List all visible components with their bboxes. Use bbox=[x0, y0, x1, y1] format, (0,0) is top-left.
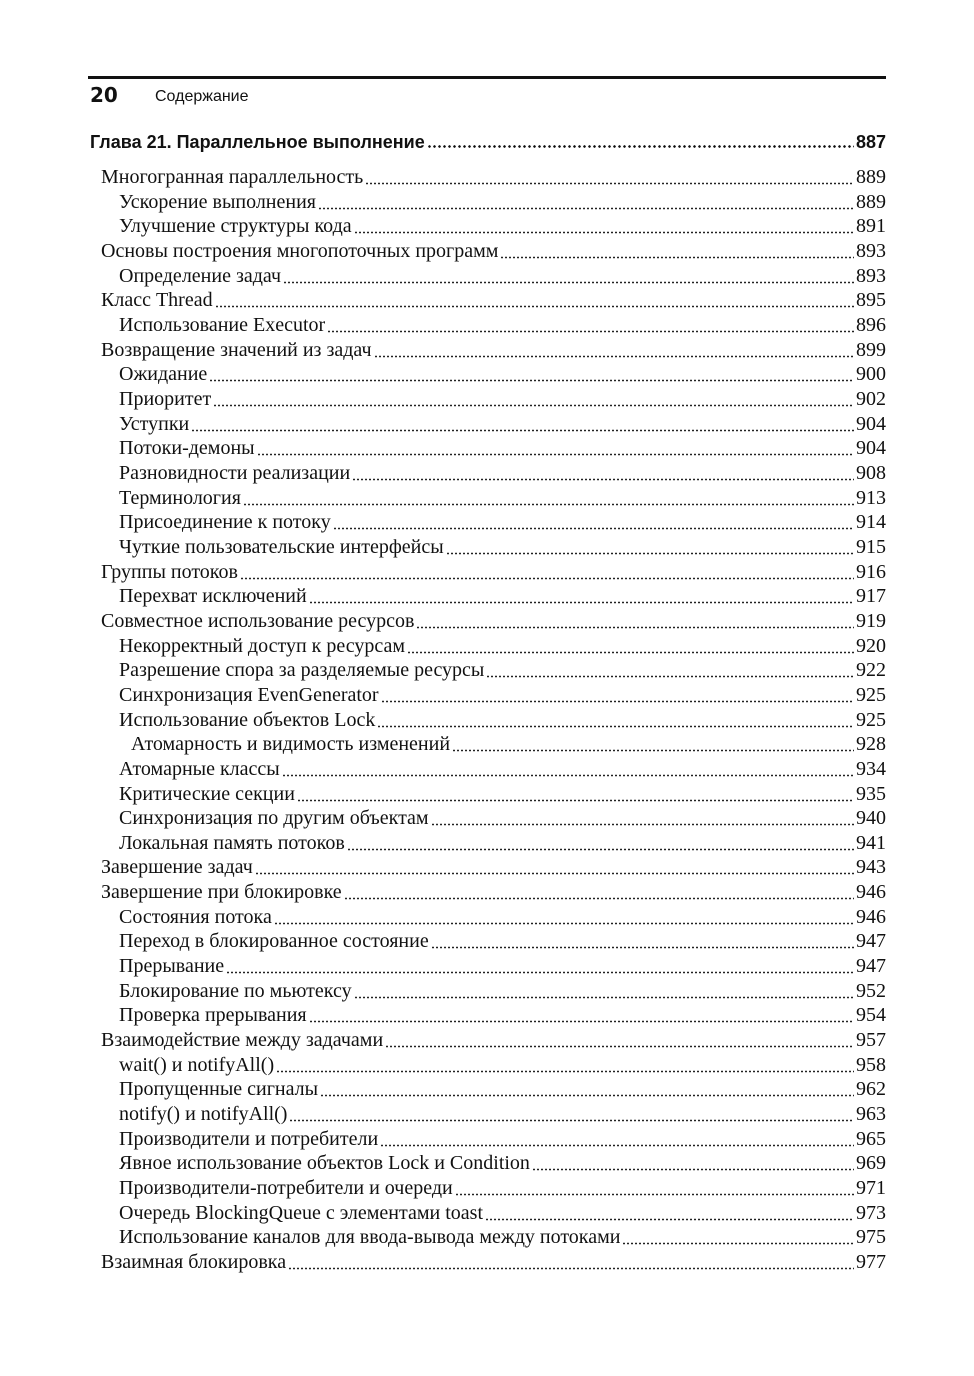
page-number: 20 bbox=[90, 83, 118, 107]
toc-entry-title: Перехват исключений bbox=[119, 585, 307, 608]
toc-entry[interactable] bbox=[119, 709, 886, 733]
toc-entry[interactable] bbox=[119, 314, 886, 338]
dot-leader bbox=[274, 922, 854, 925]
dot-leader bbox=[318, 207, 854, 210]
toc-entry-title: Взаимная блокировка bbox=[101, 1251, 287, 1274]
toc-entry[interactable] bbox=[119, 413, 886, 437]
toc-entry-title: Определение задач bbox=[119, 264, 282, 287]
toc-entry[interactable] bbox=[119, 585, 886, 609]
toc-entry-page: 919 bbox=[856, 609, 886, 632]
toc-entry[interactable] bbox=[119, 758, 886, 782]
toc-entry[interactable] bbox=[101, 166, 886, 190]
dot-leader bbox=[622, 1242, 854, 1245]
toc-entry-title: Производители и потребители bbox=[119, 1127, 379, 1150]
toc-entry-page: 925 bbox=[856, 708, 886, 731]
toc-entry-page: 915 bbox=[856, 535, 886, 558]
toc-entry-page: 958 bbox=[856, 1053, 886, 1076]
chapter-title: Глава 21. Параллельное выполнение bbox=[90, 132, 425, 152]
dot-leader bbox=[327, 330, 854, 333]
toc-entry-title: Группы потоков bbox=[101, 560, 238, 583]
dot-leader bbox=[381, 700, 854, 703]
toc-entry[interactable] bbox=[119, 832, 886, 856]
chapter-heading[interactable] bbox=[90, 132, 886, 153]
toc-entry-title: notify() и notifyAll() bbox=[119, 1103, 288, 1126]
toc-entry-title: Блокирование по мьютексу bbox=[119, 979, 352, 1002]
toc-entry-page: 904 bbox=[856, 437, 886, 460]
toc-entry[interactable] bbox=[119, 462, 886, 486]
toc-entry[interactable] bbox=[101, 339, 886, 363]
dot-leader bbox=[347, 848, 854, 851]
toc-entry[interactable] bbox=[119, 635, 886, 659]
toc-entry[interactable] bbox=[119, 783, 886, 807]
toc-entry[interactable] bbox=[119, 536, 886, 560]
toc-entry-title: Прерывание bbox=[119, 955, 225, 978]
running-title: Содержание bbox=[155, 88, 249, 105]
dot-leader bbox=[485, 1218, 854, 1221]
chapter-page: 887 bbox=[855, 132, 886, 152]
toc-entry[interactable] bbox=[119, 1226, 886, 1250]
toc-entry[interactable] bbox=[119, 807, 886, 831]
toc-entry-title: Использование объектов Lock bbox=[119, 708, 376, 731]
toc-entry-title: Локальная память потоков bbox=[119, 831, 345, 854]
toc-entry-page: 965 bbox=[856, 1127, 886, 1150]
toc-entry[interactable] bbox=[119, 1128, 886, 1152]
toc-entry-title: Переход в блокированное состояние bbox=[119, 930, 429, 953]
dot-leader bbox=[431, 946, 854, 949]
toc-entry-title: Атомарные классы bbox=[119, 757, 280, 780]
dot-leader bbox=[283, 281, 854, 284]
dot-leader bbox=[532, 1168, 854, 1171]
toc-entry-page: 947 bbox=[856, 930, 886, 953]
toc-entry-title: Использование Executor bbox=[119, 313, 326, 336]
dot-leader bbox=[333, 527, 854, 530]
toc-entry-title: Терминология bbox=[119, 486, 241, 509]
toc-entry-page: 893 bbox=[856, 239, 886, 262]
toc-entry-title: wait() и notifyAll() bbox=[119, 1053, 275, 1076]
toc-entry-title: Критические секции bbox=[119, 782, 295, 805]
dot-leader bbox=[377, 725, 854, 728]
toc-entry-page: 940 bbox=[856, 807, 886, 830]
toc-entry-title: Уступки bbox=[119, 412, 190, 435]
dot-leader bbox=[240, 577, 854, 580]
toc-entry[interactable] bbox=[119, 1054, 886, 1078]
toc-entry-page: 889 bbox=[856, 190, 886, 213]
toc-entry-title: Разрешение спора за разделяемые ресурсы bbox=[119, 659, 485, 682]
toc-entry-page: 908 bbox=[856, 461, 886, 484]
toc-entry-page: 975 bbox=[856, 1226, 886, 1249]
toc-entry[interactable] bbox=[101, 240, 886, 264]
toc-entry-title: Многогранная параллельность bbox=[101, 166, 364, 188]
toc-entry-page: 917 bbox=[856, 585, 886, 608]
toc-entry-title: Завершение при блокировке bbox=[101, 881, 342, 904]
toc-entry[interactable] bbox=[119, 191, 886, 215]
dot-leader bbox=[354, 231, 854, 234]
toc-entry-page: 899 bbox=[856, 338, 886, 361]
toc-entry[interactable] bbox=[101, 856, 886, 880]
toc-entry[interactable] bbox=[119, 265, 886, 289]
toc-entry-page: 934 bbox=[856, 757, 886, 780]
toc-entry-page: 928 bbox=[856, 733, 886, 756]
toc-entry-title: Производители-потребители и очереди bbox=[119, 1177, 453, 1200]
toc-entry[interactable] bbox=[119, 980, 886, 1004]
toc-entry-title: Состояния потока bbox=[119, 905, 272, 928]
toc-entry[interactable] bbox=[119, 684, 886, 708]
toc-entry-page: 941 bbox=[856, 831, 886, 854]
dot-leader bbox=[309, 1020, 854, 1023]
header-rule bbox=[88, 76, 886, 79]
toc-entry[interactable] bbox=[101, 561, 886, 585]
toc-entry-page: 925 bbox=[856, 683, 886, 706]
dot-leader bbox=[282, 774, 854, 777]
toc-entry-title: Основы построения многопоточных программ bbox=[101, 239, 499, 262]
toc-entry-page: 954 bbox=[856, 1004, 886, 1027]
toc-entry-page: 893 bbox=[856, 264, 886, 287]
toc-entry[interactable] bbox=[119, 1202, 886, 1226]
dot-leader bbox=[257, 453, 854, 456]
dot-leader bbox=[276, 1070, 854, 1073]
toc-entry-page: 891 bbox=[856, 215, 886, 238]
dot-leader bbox=[452, 749, 854, 752]
toc-entry-title: Возвращение значений из задач bbox=[101, 338, 372, 361]
dot-leader bbox=[374, 355, 854, 358]
dot-leader bbox=[486, 675, 854, 678]
toc-entry-title: Чуткие пользовательские интерфейсы bbox=[119, 535, 444, 558]
toc-entry[interactable] bbox=[101, 881, 886, 905]
toc-entry[interactable] bbox=[119, 955, 886, 979]
toc-entry-title: Пропущенные сигналы bbox=[119, 1078, 319, 1101]
toc-entry[interactable] bbox=[119, 437, 886, 461]
toc-entry-page: 969 bbox=[856, 1152, 886, 1175]
dot-leader bbox=[191, 429, 854, 432]
dot-leader bbox=[431, 823, 854, 826]
toc-entry[interactable] bbox=[119, 1177, 886, 1201]
toc-entry-page: 971 bbox=[856, 1177, 886, 1200]
dot-leader bbox=[352, 478, 854, 481]
toc-entry-title: Некорректный доступ к ресурсам bbox=[119, 634, 406, 657]
toc-entry-page: 916 bbox=[856, 560, 886, 583]
dot-leader bbox=[344, 897, 854, 900]
dot-leader bbox=[215, 305, 854, 308]
toc-entry-title: Синхронизация EvenGenerator bbox=[119, 683, 379, 706]
toc-entry-page: 947 bbox=[856, 955, 886, 978]
toc-entry-title: Потоки-демоны bbox=[119, 437, 255, 460]
toc-entry-page: 952 bbox=[856, 979, 886, 1002]
toc-entry-title: Очередь BlockingQueue с элементами toast bbox=[119, 1201, 484, 1224]
toc-entry-page: 900 bbox=[856, 363, 886, 386]
toc-entry-page: 904 bbox=[856, 412, 886, 435]
dot-leader bbox=[446, 552, 854, 555]
toc-entry-page: 943 bbox=[856, 856, 886, 879]
dot-leader bbox=[243, 503, 854, 506]
dot-leader bbox=[380, 1144, 854, 1147]
toc-entry-title: Проверка прерывания bbox=[119, 1004, 307, 1027]
dot-leader bbox=[500, 256, 854, 259]
toc-entry-page: 977 bbox=[856, 1251, 886, 1274]
toc-entry-page: 973 bbox=[856, 1201, 886, 1224]
toc-entry-title: Атомарность и видимость изменений bbox=[131, 733, 451, 756]
dot-leader bbox=[320, 1094, 854, 1097]
toc-entry-title: Ускорение выполнения bbox=[119, 190, 316, 213]
toc-entry-title: Совместное использование ресурсов bbox=[101, 609, 415, 632]
toc-entry-title: Улучшение структуры кода bbox=[119, 215, 352, 238]
toc-entry-page: 946 bbox=[856, 881, 886, 904]
toc-entry-page: 935 bbox=[856, 782, 886, 805]
toc-entry[interactable] bbox=[131, 733, 886, 757]
toc-entry[interactable] bbox=[119, 906, 886, 930]
toc-entry-title: Синхронизация по другим объектам bbox=[119, 807, 429, 830]
toc-entry[interactable] bbox=[119, 1004, 886, 1028]
dot-leader bbox=[288, 1267, 854, 1270]
toc-entry[interactable] bbox=[119, 1152, 886, 1176]
dot-leader bbox=[354, 996, 854, 999]
dot-leader bbox=[309, 601, 854, 604]
dot-leader bbox=[226, 971, 854, 974]
toc-entry[interactable] bbox=[119, 930, 886, 954]
toc-entry-title: Явное использование объектов Lock и Condition bbox=[119, 1152, 530, 1175]
dot-leader bbox=[416, 626, 854, 629]
toc-entry-title: Приоритет bbox=[119, 387, 212, 410]
dot-leader bbox=[407, 651, 854, 654]
dot-leader bbox=[427, 145, 854, 148]
dot-leader bbox=[365, 182, 854, 185]
toc-entry[interactable] bbox=[119, 1078, 886, 1102]
toc-entry-page: 913 bbox=[856, 486, 886, 509]
toc-entry-page: 920 bbox=[856, 634, 886, 657]
toc-entry-title: Ожидание bbox=[119, 363, 208, 386]
toc-entry[interactable] bbox=[101, 1029, 886, 1053]
toc-entry[interactable] bbox=[119, 363, 886, 387]
toc-entry-page: 889 bbox=[856, 166, 886, 188]
toc-entry[interactable] bbox=[101, 289, 886, 313]
dot-leader bbox=[255, 872, 854, 875]
toc-entry-page: 946 bbox=[856, 905, 886, 928]
toc-entry-title: Использование каналов для ввода-вывода между потоками bbox=[119, 1226, 621, 1249]
toc-entry-page: 895 bbox=[856, 289, 886, 312]
toc-entry-title: Класс Thread bbox=[101, 289, 213, 312]
dot-leader bbox=[297, 799, 854, 802]
dot-leader bbox=[213, 404, 854, 407]
toc-entry-page: 914 bbox=[856, 511, 886, 534]
toc-entry[interactable] bbox=[119, 388, 886, 412]
toc-entry-title: Разновидности реализации bbox=[119, 461, 351, 484]
dot-leader bbox=[289, 1119, 854, 1122]
toc-entry-page: 963 bbox=[856, 1103, 886, 1126]
toc-entry-page: 896 bbox=[856, 313, 886, 336]
toc-entry-title: Присоединение к потоку bbox=[119, 511, 331, 534]
toc-entry[interactable] bbox=[119, 487, 886, 511]
toc-entry-title: Взаимодействие между задачами bbox=[101, 1029, 384, 1052]
toc-entry[interactable] bbox=[119, 659, 886, 683]
dot-leader bbox=[209, 379, 854, 382]
toc-entry-page: 962 bbox=[856, 1078, 886, 1101]
toc-entry[interactable] bbox=[101, 610, 886, 634]
toc-entry-page: 902 bbox=[856, 387, 886, 410]
dot-leader bbox=[385, 1045, 854, 1048]
toc-entry[interactable] bbox=[119, 215, 886, 239]
toc-entry[interactable] bbox=[119, 511, 886, 535]
toc-entry-title: Завершение задач bbox=[101, 856, 253, 879]
toc-entry-page: 922 bbox=[856, 659, 886, 682]
toc-entry[interactable] bbox=[101, 1251, 886, 1275]
toc-entry[interactable] bbox=[119, 1103, 886, 1127]
toc-entry-page: 957 bbox=[856, 1029, 886, 1052]
dot-leader bbox=[455, 1193, 854, 1196]
